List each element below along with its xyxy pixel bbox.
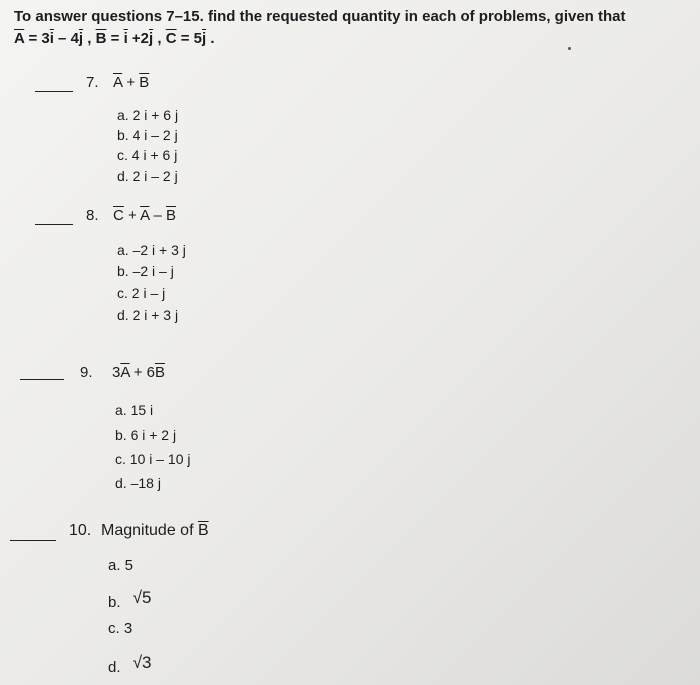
option-a: a. 5 <box>108 557 134 574</box>
given-vectors-line <box>14 28 626 50</box>
vector-b-mid: +2 <box>127 30 150 47</box>
vector-a-symbol: $\overline{A}$ <box>120 364 130 381</box>
unit-j: $\overline{j}$ <box>201 30 207 47</box>
option-b: b. 4 i – 2 j <box>117 127 178 143</box>
coefficient: 3 <box>112 364 121 381</box>
option-a: a. –2 i + 3 j <box>117 242 186 258</box>
answer-blank-7[interactable] <box>35 91 73 92</box>
option-c: c. 2 i – j <box>117 285 166 301</box>
option-b: b. –2 i – j <box>117 263 174 279</box>
question-label: Magnitude of <box>101 522 198 539</box>
vector-a-symbol: $\overline{A}$ <box>14 30 25 47</box>
question-text <box>112 364 165 381</box>
unit-j: $\overline{j}$ <box>149 30 154 47</box>
separator: , <box>83 30 96 47</box>
period: . <box>206 30 215 47</box>
question-number: 9. <box>80 364 93 381</box>
option-d <box>108 653 152 677</box>
vector-a-eq: = 3 <box>24 30 50 47</box>
option-c: c. 10 i – 10 j <box>115 451 191 467</box>
unit-i: $\overline{i}$ <box>123 30 128 47</box>
option-b <box>108 588 152 612</box>
operator: – <box>149 207 166 224</box>
option-d-label: d. <box>108 659 121 676</box>
vector-c-symbol: $\overline{C}$ <box>165 30 177 47</box>
vector-c-symbol: $\overline{C}$ <box>113 207 124 224</box>
question-text <box>101 522 209 540</box>
sqrt-3: √3 <box>132 653 152 672</box>
option-d: d. –18 j <box>115 475 161 491</box>
question-number: 10. <box>69 522 92 539</box>
question-number: 8. <box>86 207 99 224</box>
operator: + <box>123 207 141 224</box>
question-text <box>113 207 176 224</box>
option-b-label: b. <box>108 594 121 611</box>
vector-a-symbol: $\overline{A}$ <box>113 74 123 91</box>
option-d: d. 2 i + 3 j <box>117 307 179 323</box>
option-c: c. 4 i + 6 j <box>117 147 178 163</box>
operator: + <box>122 74 140 91</box>
vector-b-symbol: $\overline{B}$ <box>95 30 107 47</box>
instructions-line-1: To answer questions 7–15. find the requested quantity in each of problems, given that <box>14 8 626 25</box>
vector-b-eq: = <box>106 30 124 47</box>
question-number: 7. <box>86 74 99 91</box>
vector-b-symbol: $\overline{B}$ <box>154 364 165 381</box>
unit-i: $\overline{i}$ <box>49 30 54 47</box>
vector-a-symbol: $\overline{A}$ <box>140 207 150 224</box>
separator: , <box>153 30 166 47</box>
vector-c-eq: = 5 <box>176 30 202 47</box>
answer-blank-8[interactable] <box>35 224 73 225</box>
option-c: c. 3 <box>108 620 133 637</box>
vector-b-symbol: $\overline{B}$ <box>139 74 150 91</box>
option-b: b. 6 i + 2 j <box>115 427 177 443</box>
option-a: a. 15 i <box>115 402 154 418</box>
vector-a-mid: – 4 <box>53 30 79 47</box>
vector-b-symbol: $\overline{B}$ <box>166 207 177 224</box>
vector-b-symbol: $\overline{B}$ <box>197 522 209 539</box>
option-d: d. 2 i – 2 j <box>117 168 178 184</box>
operator: + 6 <box>129 364 155 381</box>
question-text <box>113 74 149 91</box>
option-a: a. 2 i + 6 j <box>117 107 179 123</box>
answer-blank-9[interactable] <box>20 379 64 380</box>
answer-blank-10[interactable] <box>10 540 56 541</box>
sqrt-5: √5 <box>132 588 152 607</box>
instructions <box>14 6 626 50</box>
unit-j: $\overline{j}$ <box>78 30 84 47</box>
pen-mark <box>568 47 571 50</box>
